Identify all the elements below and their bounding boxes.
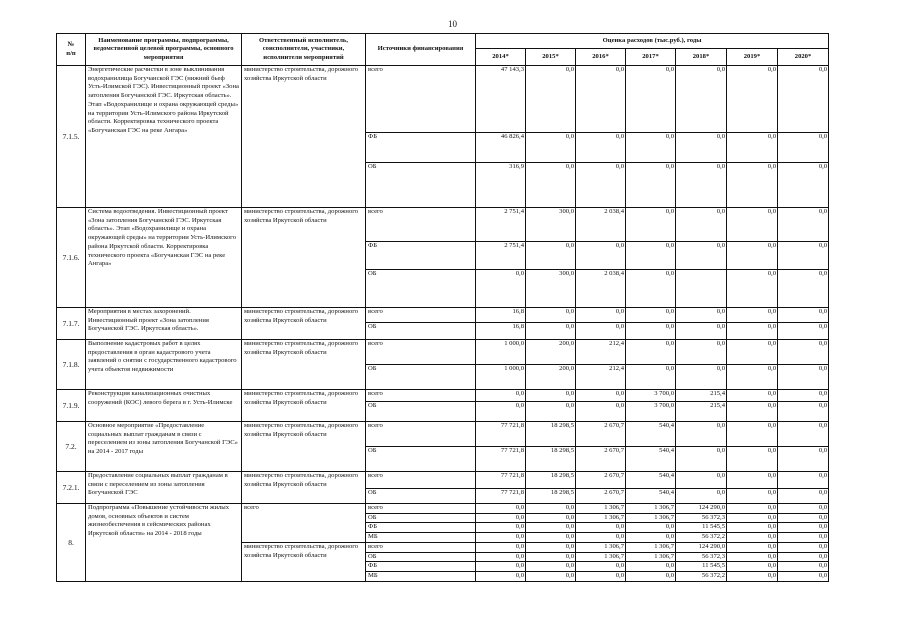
amount-cell: 0,0 — [727, 489, 778, 504]
amount-cell: 0,0 — [626, 242, 676, 270]
amount-cell: 0,0 — [727, 133, 778, 163]
amount-cell: 200,0 — [526, 365, 576, 390]
amount-cell: 0,0 — [476, 571, 526, 581]
amount-cell: 77 721,8 — [476, 422, 526, 447]
amount-cell: 0,0 — [576, 571, 626, 581]
amount-cell: 77 721,8 — [476, 472, 526, 489]
amount-cell: 47 143,3 — [476, 66, 526, 133]
executor: всего — [242, 504, 366, 543]
header-year: 2018* — [676, 49, 727, 66]
amount-cell: 0,0 — [626, 308, 676, 323]
amount-cell: 0,0 — [778, 242, 829, 270]
row-number: 7.1.5. — [57, 66, 86, 208]
amount-cell: 0,0 — [727, 552, 778, 562]
header-year: 2019* — [727, 49, 778, 66]
amount-cell: 0,0 — [476, 270, 526, 308]
amount-cell: 1 306,7 — [626, 542, 676, 552]
amount-cell: 0,0 — [727, 242, 778, 270]
row-number: 7.1.9. — [57, 390, 86, 422]
amount-cell: 1 306,7 — [626, 552, 676, 562]
amount-cell: 0,0 — [676, 422, 727, 447]
amount-cell: 0,0 — [526, 533, 576, 543]
executor: министерство строительства, дорожного хозяйства Иркутской области — [242, 208, 366, 308]
amount-cell: 0,0 — [576, 308, 626, 323]
amount-cell: 2 038,4 — [576, 270, 626, 308]
amount-cell: 0,0 — [526, 402, 576, 422]
header-year: 2017* — [626, 49, 676, 66]
amount-cell: 2 670,7 — [576, 472, 626, 489]
amount-cell: 0,0 — [626, 163, 676, 208]
amount-cell: 0,0 — [476, 513, 526, 523]
amount-cell: 0,0 — [727, 562, 778, 572]
table-row — [57, 308, 829, 323]
amount-cell: 0,0 — [626, 523, 676, 533]
amount-cell: 0,0 — [778, 365, 829, 390]
amount-cell: 0,0 — [778, 571, 829, 581]
amount-cell: 0,0 — [778, 323, 829, 340]
amount-cell: 0,0 — [727, 571, 778, 581]
amount-cell: 0,0 — [778, 523, 829, 533]
amount-cell: 0,0 — [526, 523, 576, 533]
amount-cell: 0,0 — [626, 66, 676, 133]
funding-source: ФБ — [366, 242, 476, 270]
budget-table — [56, 33, 829, 582]
amount-cell — [676, 270, 727, 308]
amount-cell: 0,0 — [576, 242, 626, 270]
amount-cell: 0,0 — [626, 562, 676, 572]
amount-cell: 0,0 — [576, 390, 626, 402]
amount-cell: 1 306,7 — [576, 504, 626, 514]
amount-cell: 0,0 — [526, 562, 576, 572]
amount-cell: 215,4 — [676, 390, 727, 402]
amount-cell: 18 298,5 — [526, 447, 576, 472]
amount-cell: 56 372,3 — [676, 513, 727, 523]
funding-source: ФБ — [366, 523, 476, 533]
amount-cell: 56 372,2 — [676, 571, 727, 581]
funding-source: МБ — [366, 571, 476, 581]
amount-cell: 0,0 — [526, 504, 576, 514]
amount-cell: 16,8 — [476, 323, 526, 340]
amount-cell: 1 306,7 — [626, 504, 676, 514]
executor: министерство строительства, дорожного хозяйства Иркутской области — [242, 308, 366, 340]
amount-cell: 0,0 — [727, 533, 778, 543]
amount-cell: 0,0 — [476, 402, 526, 422]
amount-cell: 0,0 — [778, 552, 829, 562]
amount-cell: 0,0 — [676, 447, 727, 472]
amount-cell: 46 826,4 — [476, 133, 526, 163]
amount-cell: 0,0 — [778, 489, 829, 504]
amount-cell: 316,9 — [476, 163, 526, 208]
amount-cell: 11 545,5 — [676, 523, 727, 533]
amount-cell: 0,0 — [778, 533, 829, 543]
funding-source: ОБ — [366, 270, 476, 308]
amount-cell: 1 306,7 — [576, 552, 626, 562]
amount-cell: 212,4 — [576, 340, 626, 365]
amount-cell: 0,0 — [626, 270, 676, 308]
amount-cell: 18 298,5 — [526, 422, 576, 447]
amount-cell: 0,0 — [476, 533, 526, 543]
row-number: 8. — [57, 504, 86, 582]
amount-cell: 0,0 — [727, 323, 778, 340]
amount-cell: 11 545,5 — [676, 562, 727, 572]
amount-cell: 0,0 — [727, 270, 778, 308]
amount-cell: 540,4 — [626, 422, 676, 447]
funding-source: всего — [366, 308, 476, 323]
amount-cell: 1 306,7 — [576, 513, 626, 523]
amount-cell: 0,0 — [476, 523, 526, 533]
amount-cell: 0,0 — [676, 308, 727, 323]
funding-source: всего — [366, 542, 476, 552]
amount-cell: 540,4 — [626, 489, 676, 504]
funding-source: всего — [366, 472, 476, 489]
amount-cell: 0,0 — [676, 365, 727, 390]
amount-cell: 0,0 — [778, 308, 829, 323]
amount-cell: 0,0 — [576, 402, 626, 422]
amount-cell: 0,0 — [526, 542, 576, 552]
funding-source: ФБ — [366, 562, 476, 572]
executor: министерство строительства, дорожного хозяйства Иркутской области — [242, 422, 366, 472]
amount-cell: 0,0 — [778, 270, 829, 308]
program-name: Мероприятия в местах захоронений. Инвестиционный проект «Зона затопления Богучанской ГЭС. Иркутская область». — [86, 308, 242, 340]
amount-cell: 0,0 — [626, 365, 676, 390]
amount-cell: 0,0 — [576, 562, 626, 572]
amount-cell: 0,0 — [727, 66, 778, 133]
amount-cell: 0,0 — [526, 163, 576, 208]
amount-cell: 0,0 — [676, 323, 727, 340]
funding-source: ОБ — [366, 323, 476, 340]
funding-source: МБ — [366, 533, 476, 543]
amount-cell: 0,0 — [778, 66, 829, 133]
row-number: 7.1.6. — [57, 208, 86, 308]
amount-cell: 0,0 — [676, 242, 727, 270]
amount-cell: 0,0 — [526, 552, 576, 562]
program-name: Предоставление социальных выплат гражданам в связи с переселением из зоны затопления Богучанской ГЭС — [86, 472, 242, 504]
amount-cell: 0,0 — [778, 390, 829, 402]
funding-source: всего — [366, 208, 476, 242]
amount-cell: 2 670,7 — [576, 422, 626, 447]
amount-cell: 0,0 — [778, 562, 829, 572]
amount-cell: 0,0 — [676, 472, 727, 489]
amount-cell: 0,0 — [576, 323, 626, 340]
program-name: Основное мероприятие «Предоставление социальных выплат гражданам в связи с переселением из зоны затопления Богучанской ГЭС» на 2014 - 2017 годы — [86, 422, 242, 472]
amount-cell: 0,0 — [626, 340, 676, 365]
funding-source: ФБ — [366, 133, 476, 163]
amount-cell: 0,0 — [526, 323, 576, 340]
amount-cell: 212,4 — [576, 365, 626, 390]
amount-cell: 0,0 — [526, 308, 576, 323]
amount-cell: 0,0 — [727, 523, 778, 533]
amount-cell: 0,0 — [727, 340, 778, 365]
amount-cell: 0,0 — [778, 422, 829, 447]
amount-cell: 1 306,7 — [626, 513, 676, 523]
table-row — [57, 340, 829, 365]
table-row — [57, 66, 829, 133]
header-num: № п/п — [57, 34, 86, 66]
executor: министерство строительства, дорожного хозяйства Иркутской области — [242, 472, 366, 504]
amount-cell: 0,0 — [727, 390, 778, 402]
amount-cell: 0,0 — [778, 163, 829, 208]
funding-source: ОБ — [366, 402, 476, 422]
funding-source: ОБ — [366, 447, 476, 472]
amount-cell: 2 670,7 — [576, 489, 626, 504]
amount-cell: 0,0 — [676, 208, 727, 242]
amount-cell: 0,0 — [727, 365, 778, 390]
amount-cell: 0,0 — [676, 163, 727, 208]
amount-cell: 0,0 — [476, 542, 526, 552]
funding-source: ОБ — [366, 552, 476, 562]
amount-cell: 1 000,0 — [476, 365, 526, 390]
funding-source: всего — [366, 422, 476, 447]
amount-cell: 0,0 — [778, 504, 829, 514]
header-year: 2020* — [778, 49, 829, 66]
amount-cell: 2 751,4 — [476, 242, 526, 270]
amount-cell: 0,0 — [778, 402, 829, 422]
amount-cell: 0,0 — [727, 513, 778, 523]
header-executor: Ответственный исполнитель, соисполнители, участники, исполнители мероприятий — [242, 34, 366, 66]
amount-cell: 56 372,3 — [676, 552, 727, 562]
funding-source: всего — [366, 504, 476, 514]
amount-cell: 0,0 — [476, 504, 526, 514]
amount-cell: 2 751,4 — [476, 208, 526, 242]
amount-cell: 0,0 — [476, 390, 526, 402]
amount-cell: 16,8 — [476, 308, 526, 323]
header-estimate: Оценка расходов (тыс.руб.), годы — [476, 34, 829, 49]
amount-cell: 0,0 — [526, 66, 576, 133]
amount-cell: 0,0 — [626, 571, 676, 581]
amount-cell: 2 038,4 — [576, 208, 626, 242]
amount-cell: 56 372,2 — [676, 533, 727, 543]
executor: министерство строительства, дорожного хозяйства Иркутской области — [242, 340, 366, 390]
amount-cell: 0,0 — [727, 163, 778, 208]
amount-cell: 0,0 — [626, 533, 676, 543]
funding-source: всего — [366, 390, 476, 402]
program-name: Система водоотведения. Инвестиционный проект «Зона затопления Богучанской ГЭС. Иркутская область». Этап «Водохранилище и охрана окружающей среды» на территории Усть-Илимского района Иркутской области. Корректировка технического проекта «Богучанская ГЭС на реке Ангара» — [86, 208, 242, 308]
amount-cell: 0,0 — [778, 542, 829, 552]
amount-cell: 0,0 — [526, 133, 576, 163]
amount-cell: 77 721,8 — [476, 447, 526, 472]
amount-cell: 0,0 — [778, 340, 829, 365]
row-number: 7.2.1. — [57, 472, 86, 504]
funding-source: ОБ — [366, 365, 476, 390]
page-number: 10 — [448, 19, 457, 29]
amount-cell: 18 298,5 — [526, 472, 576, 489]
amount-cell: 1 000,0 — [476, 340, 526, 365]
amount-cell: 2 670,7 — [576, 447, 626, 472]
amount-cell: 0,0 — [476, 562, 526, 572]
amount-cell: 0,0 — [778, 208, 829, 242]
header-year: 2016* — [576, 49, 626, 66]
executor: министерство строительства, дорожного хозяйства Иркутской области — [242, 390, 366, 422]
funding-source: ОБ — [366, 513, 476, 523]
funding-source: всего — [366, 66, 476, 133]
executor: министерство строительства, дорожного хозяйства Иркутской области — [242, 66, 366, 208]
amount-cell: 77 721,8 — [476, 489, 526, 504]
amount-cell: 540,4 — [626, 472, 676, 489]
amount-cell: 0,0 — [526, 242, 576, 270]
amount-cell: 0,0 — [576, 66, 626, 133]
funding-source: всего — [366, 340, 476, 365]
amount-cell: 0,0 — [727, 208, 778, 242]
amount-cell: 124 290,0 — [676, 542, 727, 552]
program-name: Выполнение кадастровых работ в целях предоставления в орган кадастрового учета заявлений о снятии с государственного кадастрового учета объектов недвижимости — [86, 340, 242, 390]
amount-cell: 0,0 — [778, 133, 829, 163]
amount-cell: 3 700,0 — [626, 402, 676, 422]
header-sources: Источники финансирования — [366, 34, 476, 66]
amount-cell: 0,0 — [626, 208, 676, 242]
amount-cell: 0,0 — [626, 323, 676, 340]
amount-cell: 0,0 — [727, 472, 778, 489]
row-number: 7.2. — [57, 422, 86, 472]
amount-cell: 0,0 — [676, 133, 727, 163]
amount-cell: 0,0 — [526, 513, 576, 523]
amount-cell: 0,0 — [626, 133, 676, 163]
table-row — [57, 472, 829, 489]
amount-cell: 1 306,7 — [576, 542, 626, 552]
header-year: 2015* — [526, 49, 576, 66]
amount-cell: 3 700,0 — [626, 390, 676, 402]
amount-cell: 0,0 — [576, 523, 626, 533]
program-name: Подпрограмма «Повышение устойчивости жилых домов, основных объектов и систем жизнеобеспечения в сейсмических районах Иркутской области» на 2014 - 2018 годы — [86, 504, 242, 582]
row-number: 7.1.7. — [57, 308, 86, 340]
amount-cell: 18 298,5 — [526, 489, 576, 504]
amount-cell: 0,0 — [778, 447, 829, 472]
amount-cell: 0,0 — [727, 504, 778, 514]
program-name: Энергетические расчистки в зоне выклинивания водохранилища Богучанской ГЭС (нижний бьеф Усть-Илимской ГЭС). Инвестиционный проект «Зона затопления Богучанской ГЭС. Иркутская область». Этап «Водохранилище и охрана окружающей среды» на территории Усть-Илимского района Иркутской области. Корректировка технического проекта «Богучанская ГЭС на реке Ангара» — [86, 66, 242, 208]
amount-cell: 0,0 — [676, 489, 727, 504]
amount-cell: 300,0 — [526, 208, 576, 242]
amount-cell: 0,0 — [727, 308, 778, 323]
table-row — [57, 422, 829, 447]
amount-cell: 215,4 — [676, 402, 727, 422]
table-row — [57, 390, 829, 402]
funding-source: ОБ — [366, 489, 476, 504]
amount-cell: 0,0 — [576, 533, 626, 543]
amount-cell: 0,0 — [778, 513, 829, 523]
amount-cell: 0,0 — [778, 472, 829, 489]
amount-cell: 0,0 — [727, 447, 778, 472]
header-year: 2014* — [476, 49, 526, 66]
table-row — [57, 504, 829, 514]
amount-cell: 540,4 — [626, 447, 676, 472]
amount-cell: 0,0 — [526, 571, 576, 581]
amount-cell: 0,0 — [476, 552, 526, 562]
header-program: Наименование программы, подпрограммы, ведомственной целевой программы, основного мероприятия — [86, 34, 242, 66]
program-name: Реконструкция канализационных очистных сооружений (КОС) левого берега в г. Усть-Илимске — [86, 390, 242, 422]
amount-cell: 0,0 — [727, 422, 778, 447]
amount-cell: 124 290,0 — [676, 504, 727, 514]
amount-cell: 200,0 — [526, 340, 576, 365]
executor: министерство строительства, дорожного хозяйства Иркутской области — [242, 542, 366, 581]
amount-cell: 0,0 — [576, 133, 626, 163]
amount-cell: 0,0 — [576, 163, 626, 208]
row-number: 7.1.8. — [57, 340, 86, 390]
funding-source: ОБ — [366, 163, 476, 208]
amount-cell: 0,0 — [676, 66, 727, 133]
amount-cell: 0,0 — [727, 402, 778, 422]
amount-cell: 0,0 — [526, 390, 576, 402]
amount-cell: 300,0 — [526, 270, 576, 308]
table-row — [57, 208, 829, 242]
amount-cell: 0,0 — [676, 340, 727, 365]
amount-cell: 0,0 — [727, 542, 778, 552]
